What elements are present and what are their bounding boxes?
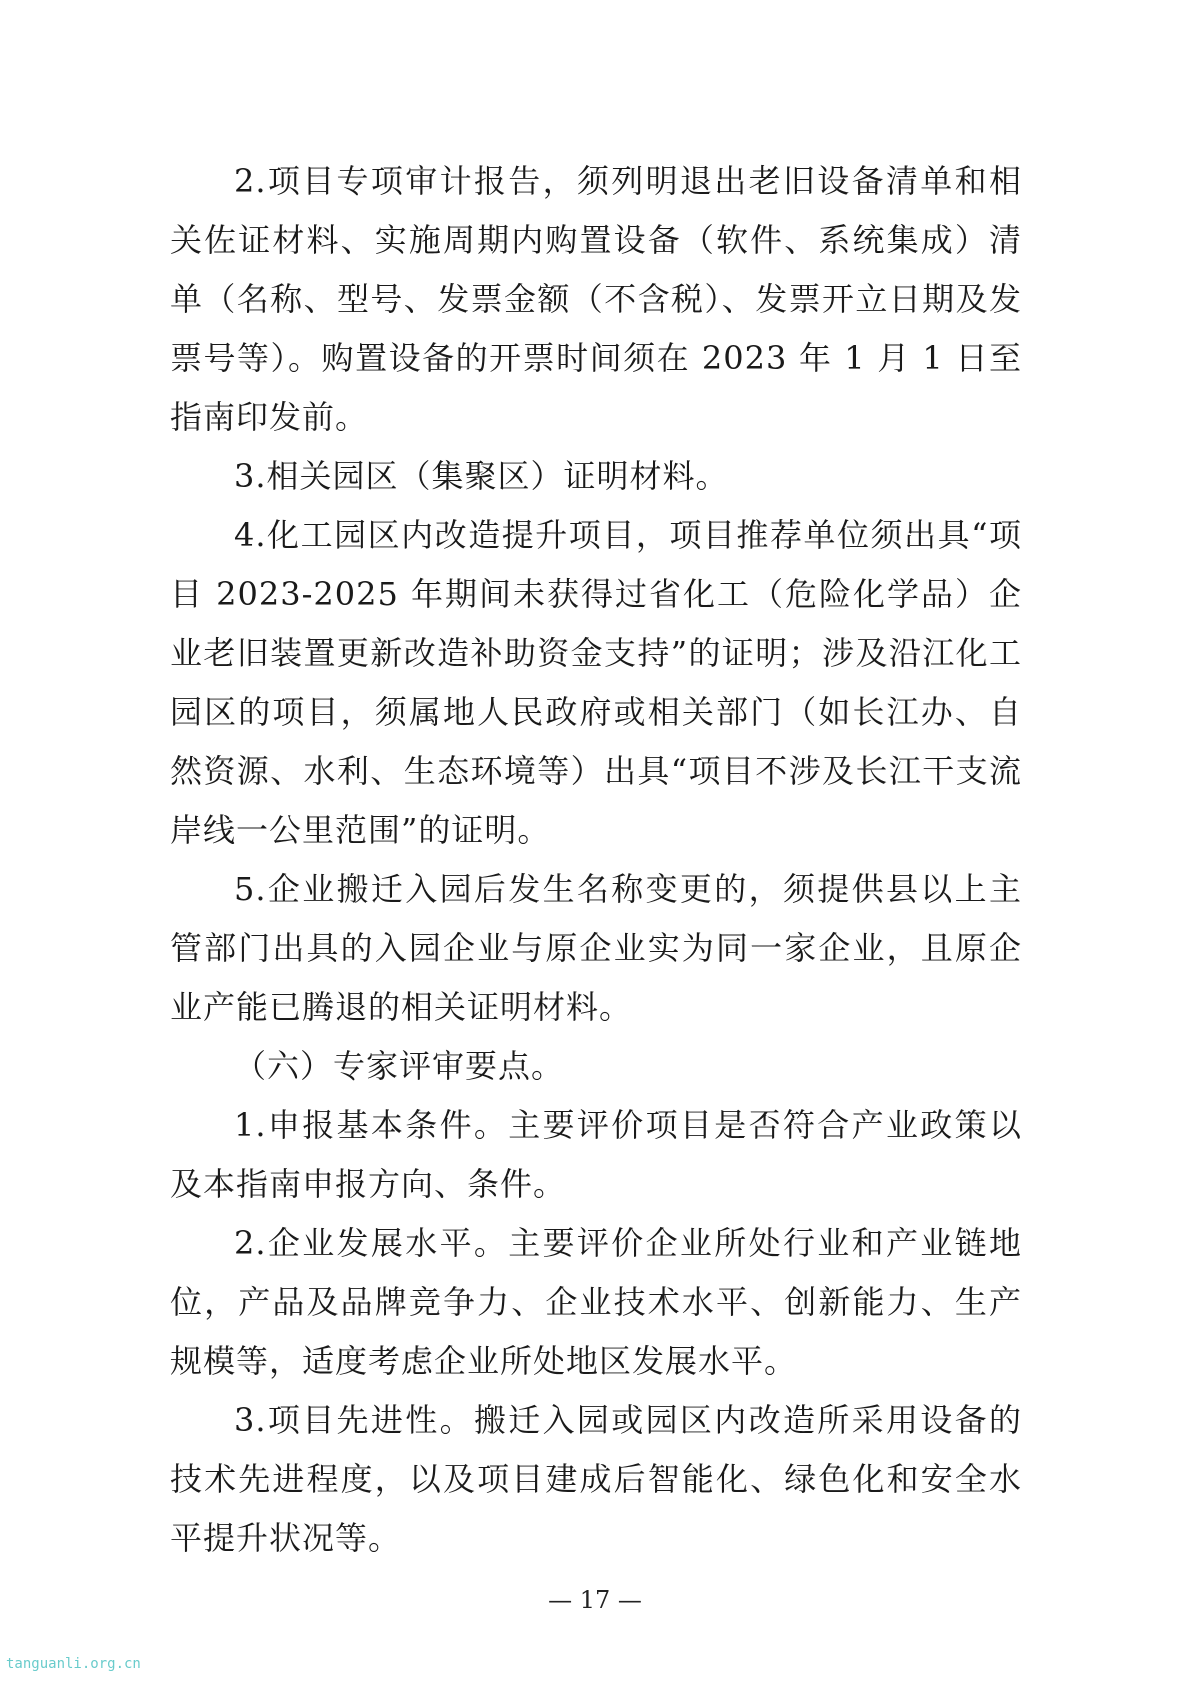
paragraph-park-materials: 3.相关园区（集聚区）证明材料。 (234, 457, 729, 495)
paragraph-basic-conditions: 1.申报基本条件。主要评价项目是否符合产业政策以及本指南申报方向、条件。 (170, 1106, 1022, 1203)
watermark: tanguanli.org.cn (6, 1656, 141, 1672)
page-number: — 17 — (548, 1586, 642, 1614)
paragraph-audit-report: 2.项目专项审计报告，须列明退出老旧设备清单和相关佐证材料、实施周期内购置设备（软件、系统集成）清单（名称、型号、发票金额（不含税）、发票开立日期及发票号等）。购置设备的开票时间须在 2023 年 1 月 1 日至指南印发前。 (170, 162, 1022, 436)
paragraph-enterprise-level: 2.企业发展水平。主要评价企业所处行业和产业链地位，产品及品牌竞争力、企业技术水平、创新能力、生产规模等，适度考虑企业所处地区发展水平。 (170, 1224, 1022, 1380)
paragraph-chemical-park: 4.化工园区内改造提升项目，项目推荐单位须出具“项目 2023-2025 年期间未获得过省化工（危险化学品）企业老旧装置更新改造补助资金支持”的证明；涉及沿江化工园区的项目，须属地人民政府或相关部门（如长江办、自然资源、水利、生态环境等）出具“项目不涉及长江干支流岸线一公里范围”的证明。 (170, 516, 1022, 849)
section-heading-expert-review: （六）专家评审要点。 (234, 1047, 565, 1085)
paragraph-project-advancement: 3.项目先进性。搬迁入园或园区内改造所采用设备的技术先进程度，以及项目建成后智能化、绿色化和安全水平提升状况等。 (170, 1401, 1022, 1557)
paragraph-name-change: 5.企业搬迁入园后发生名称变更的，须提供县以上主管部门出具的入园企业与原企业实为同一家企业，且原企业产能已腾退的相关证明材料。 (170, 870, 1022, 1026)
body-text (170, 152, 1022, 1568)
